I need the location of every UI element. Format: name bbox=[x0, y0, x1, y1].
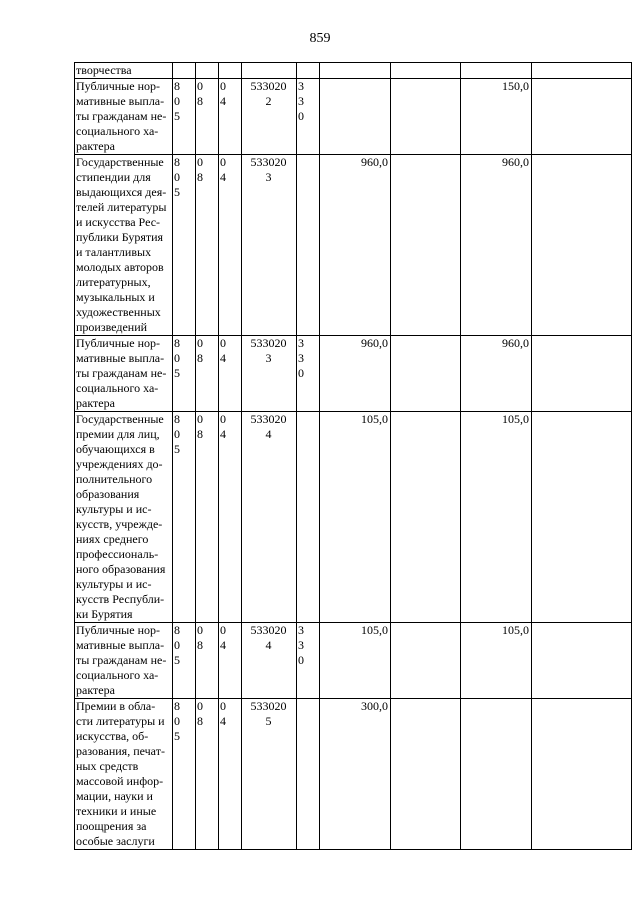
row-name: Публичные нор- мативные выпла- ты гражданам не- социального ха- рактера bbox=[75, 623, 173, 699]
admin-code: 8 0 5 bbox=[173, 155, 196, 336]
amount-cell: 105,0 bbox=[320, 412, 391, 623]
amount-cell bbox=[391, 412, 461, 623]
target-code: 533020 3 bbox=[242, 336, 297, 412]
amount-cell bbox=[532, 623, 632, 699]
amount-cell bbox=[532, 412, 632, 623]
admin-code bbox=[173, 63, 196, 79]
expense-type-code: 3 3 0 bbox=[297, 336, 320, 412]
admin-code: 8 0 5 bbox=[173, 412, 196, 623]
section-code: 0 8 bbox=[196, 336, 219, 412]
amount-cell: 105,0 bbox=[461, 412, 532, 623]
subsection-code: 0 4 bbox=[219, 699, 242, 850]
admin-code: 8 0 5 bbox=[173, 623, 196, 699]
amount-cell: 150,0 bbox=[461, 79, 532, 155]
table-row bbox=[75, 79, 632, 155]
table-row bbox=[75, 63, 632, 79]
admin-code: 8 0 5 bbox=[173, 699, 196, 850]
section-code: 0 8 bbox=[196, 155, 219, 336]
amount-cell bbox=[532, 79, 632, 155]
section-code: 0 8 bbox=[196, 623, 219, 699]
subsection-code: 0 4 bbox=[219, 79, 242, 155]
subsection-code: 0 4 bbox=[219, 623, 242, 699]
row-name: Премии в обла- сти литературы и искусства, об- разования, печат- ных средств массовой инфор- мации, науки и техники и иные поощрения за особые заслуги bbox=[75, 699, 173, 850]
amount-cell bbox=[391, 63, 461, 79]
expense-type-code: 3 3 0 bbox=[297, 79, 320, 155]
amount-cell bbox=[532, 155, 632, 336]
table-row bbox=[75, 412, 632, 623]
amount-cell bbox=[391, 155, 461, 336]
amount-cell bbox=[461, 699, 532, 850]
amount-cell bbox=[532, 63, 632, 79]
target-code: 533020 4 bbox=[242, 623, 297, 699]
budget-table bbox=[74, 62, 632, 850]
row-name: Государственные премии для лиц, обучающихся в учреждениях до- полнительного образования культуры и ис- кусств, учрежде- ниях среднего профессиональ- ного образования культуры и ис- кусств Республи- ки Бурятия bbox=[75, 412, 173, 623]
expense-type-code bbox=[297, 412, 320, 623]
amount-cell: 105,0 bbox=[320, 623, 391, 699]
expense-type-code bbox=[297, 63, 320, 79]
amount-cell bbox=[391, 623, 461, 699]
target-code: 533020 5 bbox=[242, 699, 297, 850]
amount-cell bbox=[320, 79, 391, 155]
row-name: творчества bbox=[75, 63, 173, 79]
admin-code: 8 0 5 bbox=[173, 336, 196, 412]
amount-cell bbox=[320, 63, 391, 79]
target-code: 533020 3 bbox=[242, 155, 297, 336]
amount-cell: 960,0 bbox=[320, 155, 391, 336]
amount-cell bbox=[532, 699, 632, 850]
amount-cell: 960,0 bbox=[461, 336, 532, 412]
amount-cell bbox=[461, 63, 532, 79]
section-code: 0 8 bbox=[196, 699, 219, 850]
row-name: Публичные нор- мативные выпла- ты гражданам не- социального ха- рактера bbox=[75, 79, 173, 155]
amount-cell: 300,0 bbox=[320, 699, 391, 850]
table-row bbox=[75, 336, 632, 412]
amount-cell bbox=[391, 699, 461, 850]
expense-type-code: 3 3 0 bbox=[297, 623, 320, 699]
amount-cell bbox=[391, 79, 461, 155]
amount-cell: 105,0 bbox=[461, 623, 532, 699]
admin-code: 8 0 5 bbox=[173, 79, 196, 155]
expense-type-code bbox=[297, 155, 320, 336]
amount-cell: 960,0 bbox=[461, 155, 532, 336]
target-code bbox=[242, 63, 297, 79]
table-row bbox=[75, 155, 632, 336]
page-number: 859 bbox=[309, 31, 331, 46]
amount-cell: 960,0 bbox=[320, 336, 391, 412]
subsection-code: 0 4 bbox=[219, 336, 242, 412]
row-name: Государственные стипендии для выдающихся дея- телей литературы и искусства Рес- публики Бурятия и талантливых молодых авторов литературных, музыкальных и художественных произведений bbox=[75, 155, 173, 336]
section-code: 0 8 bbox=[196, 79, 219, 155]
subsection-code: 0 4 bbox=[219, 155, 242, 336]
subsection-code bbox=[219, 63, 242, 79]
target-code: 533020 4 bbox=[242, 412, 297, 623]
amount-cell bbox=[391, 336, 461, 412]
table-row bbox=[75, 623, 632, 699]
subsection-code: 0 4 bbox=[219, 412, 242, 623]
table-row bbox=[75, 699, 632, 850]
amount-cell bbox=[532, 336, 632, 412]
target-code: 533020 2 bbox=[242, 79, 297, 155]
row-name: Публичные нор- мативные выпла- ты гражданам не- социального ха- рактера bbox=[75, 336, 173, 412]
section-code bbox=[196, 63, 219, 79]
section-code: 0 8 bbox=[196, 412, 219, 623]
expense-type-code bbox=[297, 699, 320, 850]
